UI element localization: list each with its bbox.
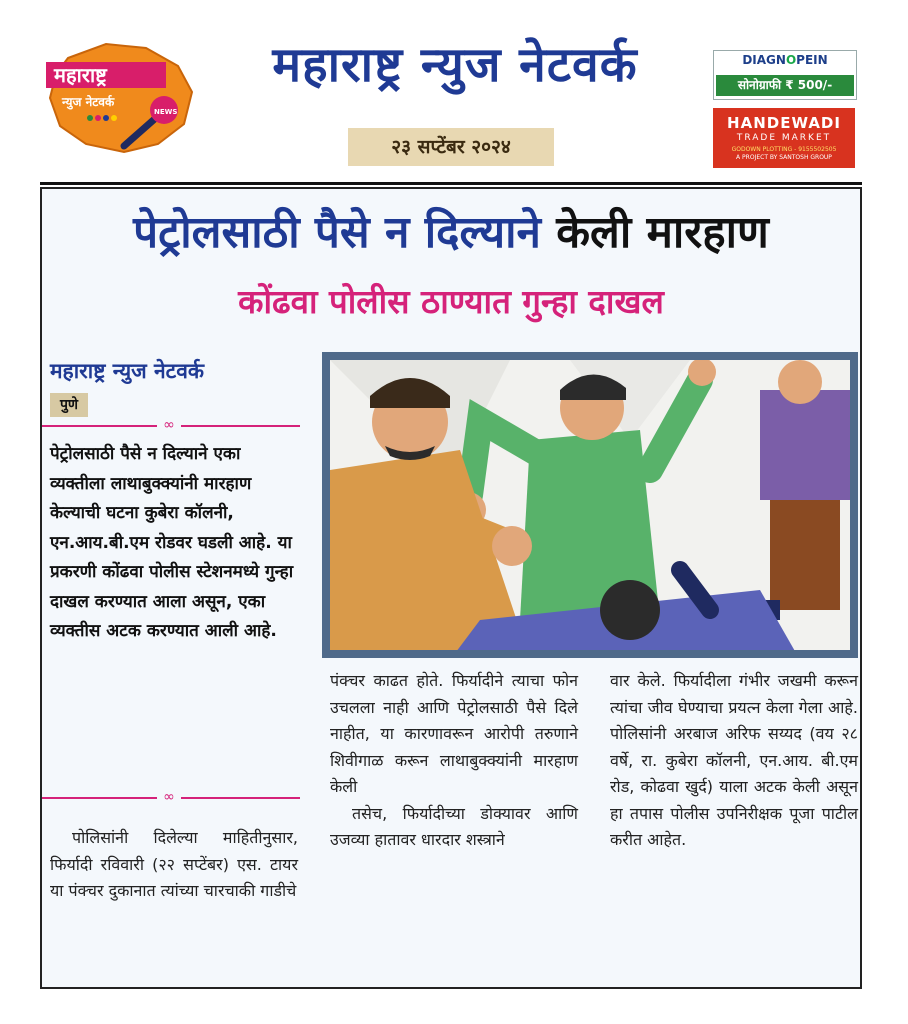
body-column-2 xyxy=(330,668,578,984)
logo-subtitle: न्युज नेटवर्क xyxy=(62,95,115,109)
masthead-logo xyxy=(46,40,196,155)
body-column-3: वार केले. फिर्यादीला गंभीर जखमी करून त्यांचा जीव घेण्याचा प्रयत्न केला गेला आहे. पोलिसांनी अरबाज अरिफ सय्यद (वय २८ वर्षे, रा. कुबेरा कॉलनी, एन.आय. बी.एम रोड, कोढवा खुर्द) याला अटक केली असून हा तपास पोलीस उपनिरीक्षक पूजा पाटील करीत आहेत. xyxy=(610,671,858,849)
divider-ornament-icon: ∞ xyxy=(157,416,181,434)
ad-diagnopein-brand: DIAGNOPEIN xyxy=(742,53,828,67)
ad-handewadi-phone: GODOWN PLOTTING - 9155502505 xyxy=(731,146,837,153)
divider-ornament-icon: ∞ xyxy=(157,788,181,806)
article-illustration xyxy=(322,352,858,658)
divider-top xyxy=(42,417,300,433)
headline-part-2: केली मारहाण xyxy=(556,207,769,258)
assault-cartoon-image xyxy=(330,360,850,650)
ad-diagnopein[interactable] xyxy=(713,50,857,100)
article-subheadline: कोंढवा पोलीस ठाण्यात गुन्हा दाखल xyxy=(238,282,664,321)
masthead-rule xyxy=(40,182,862,185)
byline: महाराष्ट्र न्युज नेटवर्क xyxy=(50,359,205,383)
ad-handewadi-subtitle: TRADE MARKET xyxy=(736,133,832,143)
body-column-1: पोलिसांनी दिलेल्या माहितीनुसार, फिर्यादी रविवारी (२२ सप्टेंबर) एस. टायर या पंक्चर दुकानात त्यांच्या चारचाकी गाडीचे xyxy=(50,828,298,900)
dateline-location: पुणे xyxy=(50,393,88,417)
mic-label: NEWS xyxy=(154,108,178,116)
article-headline xyxy=(42,196,860,270)
article-lead: पेट्रोलसाठी पैसे न दिल्याने एका व्यक्तीला लाथाबुक्क्यांनी मारहाण केल्याची घटना कुबेरा कॉलनी, एन.आय.बी.एम रोडवर घडली आहे. या प्रकरणी कोंढवा पोलीस स्टेशनमध्ये गुन्हा दाखल करण्यात आला असून, एका व्यक्तीस अटक करण्यात आली आहे. xyxy=(50,444,294,641)
divider-bottom xyxy=(42,789,300,805)
body-column-2-paragraph-2: तसेच, फिर्यादीच्या डोक्यावर आणि उजव्या हातावर धारदार शस्त्राने xyxy=(330,803,578,849)
ad-handewadi-title: HANDEWADI xyxy=(727,114,841,132)
headline-part-1: पेट्रोलसाठी पैसे न दिल्याने xyxy=(133,207,541,258)
logo-title: महाराष्ट्र xyxy=(54,63,107,87)
ad-diagnopein-offer: सोनोग्राफी ₹ 500/- xyxy=(716,75,854,96)
body-column-2-paragraph-1: पंक्चर काढत होते. फिर्यादीने त्याचा फोन उचलला नाही आणि पेट्रोलसाठी पैसे दिले नाहीत, या कारणावरून आरोपी तरुणाने शिवीगाळ करून लाथाबुक्क्यांनी मारहाण केली xyxy=(330,671,578,796)
ad-handewadi[interactable] xyxy=(713,108,855,168)
issue-date: २३ सप्टेंबर २०२४ xyxy=(348,128,554,166)
masthead-title: महाराष्ट्र न्युज नेटवर्क xyxy=(272,37,638,93)
ad-handewadi-tagline: A PROJECT BY SANTOSH GROUP xyxy=(736,154,832,161)
